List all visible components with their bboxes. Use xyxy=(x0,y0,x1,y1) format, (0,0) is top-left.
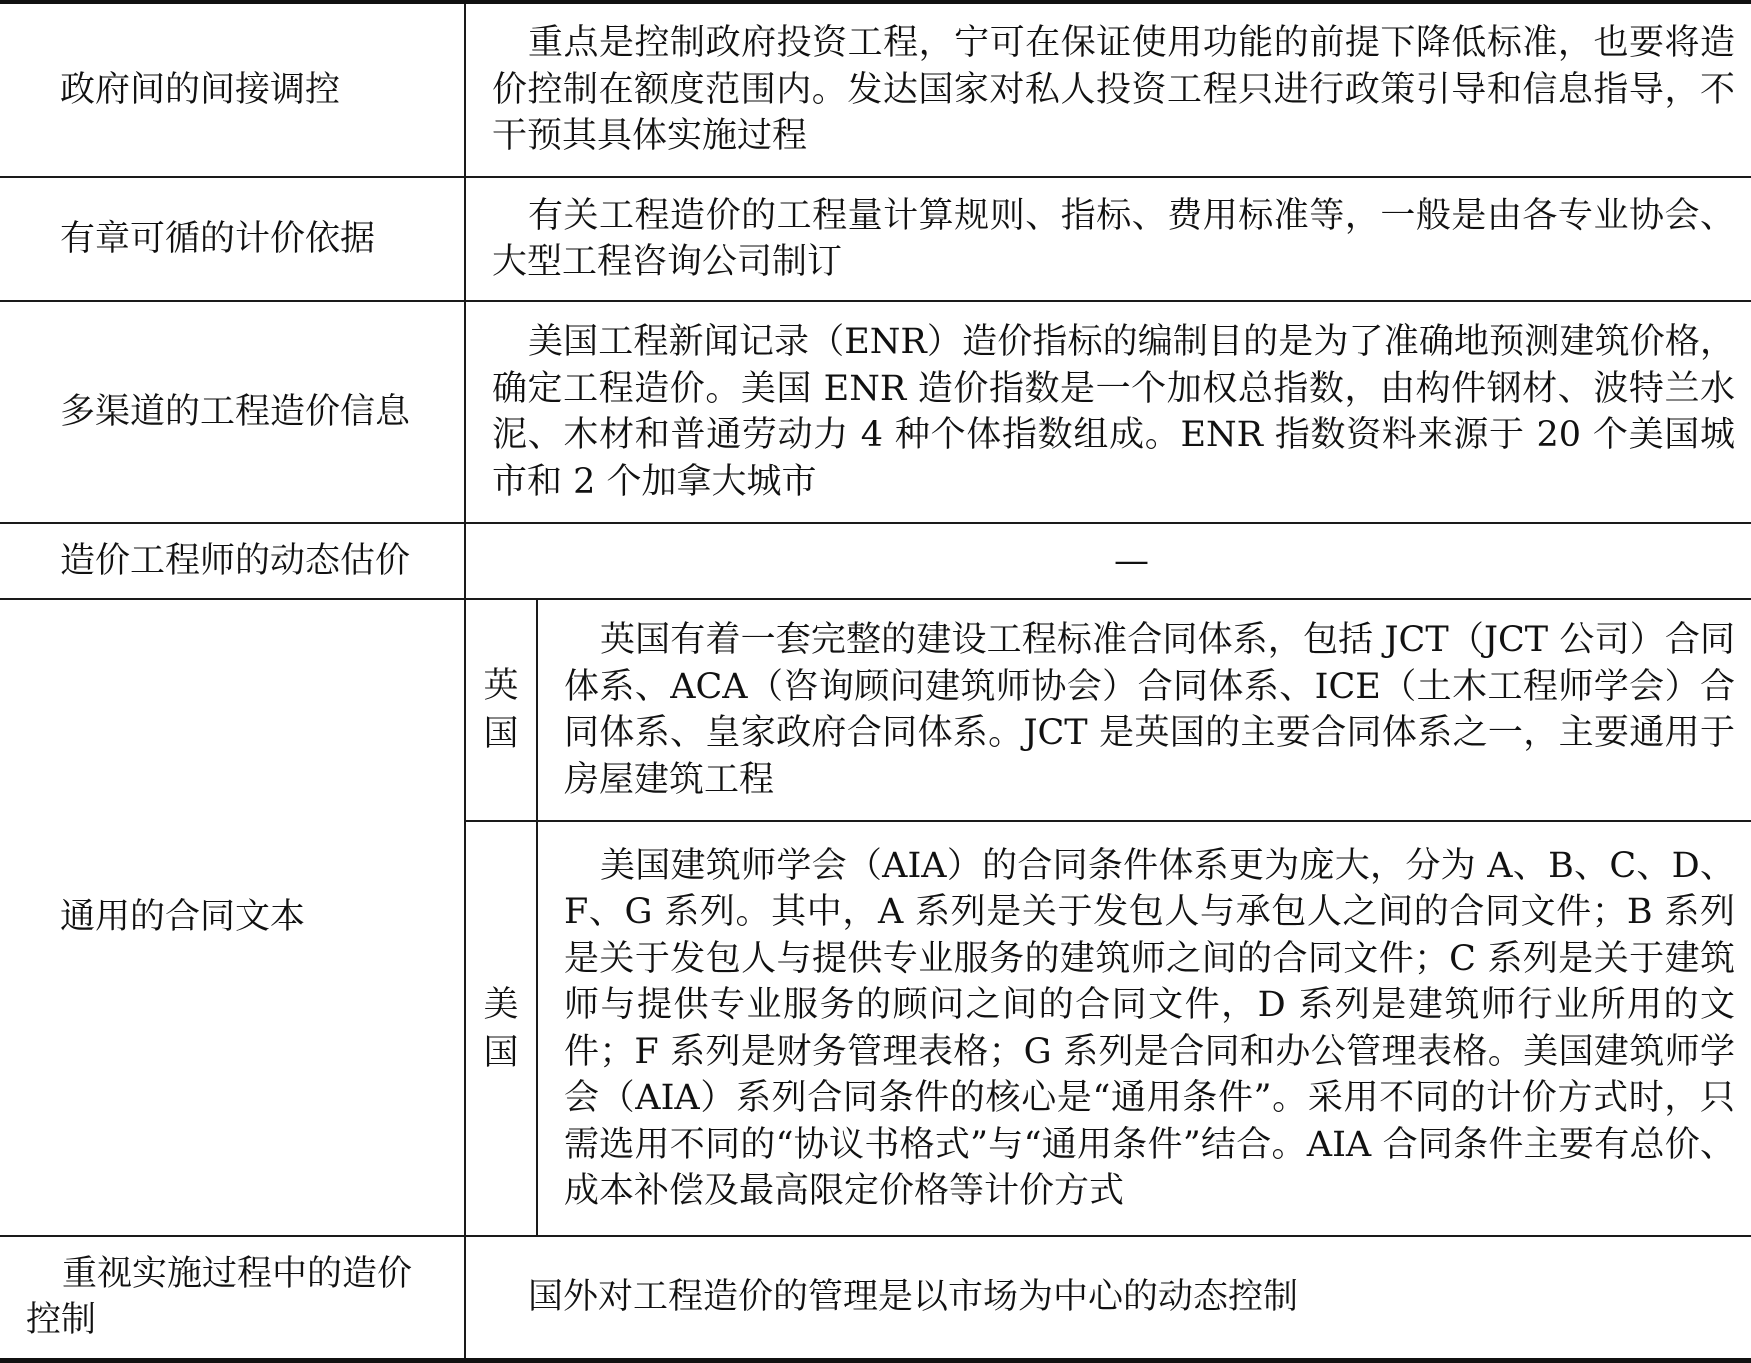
row-content: 美国工程新闻记录（ENR）造价指标的编制目的是为了准确地预测建筑价格，确定工程造价。美国 ENR 造价指数是一个加权总指数，由构件钢材、波特兰水泥、木材和普通劳动力 4 种个体指数组成。ENR 指数资料来源于 20 个美国城市和 2 个加拿大城市 xyxy=(465,301,1751,523)
contract-subtable xyxy=(466,600,1751,1235)
country-label-uk xyxy=(466,600,537,821)
row-label: 通用的合同文本 xyxy=(0,599,465,1236)
row-label: 政府间的间接调控 xyxy=(0,2,465,177)
table-row xyxy=(0,2,1751,177)
row-label: 有章可循的计价依据 xyxy=(0,177,465,301)
row-content: 国外对工程造价的管理是以市场为中心的动态控制 xyxy=(465,1236,1751,1360)
country-char: 国 xyxy=(483,1032,519,1073)
row-content-dash: — xyxy=(465,523,1751,599)
table-row xyxy=(0,1236,1751,1360)
table-row xyxy=(0,523,1751,599)
row-content: 重点是控制政府投资工程，宁可在保证使用功能的前提下降低标准，也要将造价控制在额度范围内。发达国家对私人投资工程只进行政策引导和信息指导，不干预其具体实施过程 xyxy=(465,2,1751,177)
table-row xyxy=(0,301,1751,523)
row-label: 多渠道的工程造价信息 xyxy=(0,301,465,523)
contract-subtable-cell xyxy=(465,599,1751,1236)
table-row xyxy=(0,599,1751,1236)
country-label-us xyxy=(466,821,537,1235)
row-label: 造价工程师的动态估价 xyxy=(0,523,465,599)
country-char: 国 xyxy=(483,714,519,754)
country-char: 美 xyxy=(483,984,519,1025)
row-label: 重视实施过程中的造价控制 xyxy=(0,1236,465,1360)
row-content: 有关工程造价的工程量计算规则、指标、费用标准等，一般是由各专业协会、大型工程咨询公司制订 xyxy=(465,177,1751,301)
subtable-row-us xyxy=(466,821,1751,1235)
subtable-row-uk xyxy=(466,600,1751,821)
subtable-content-us: 美国建筑师学会（AIA）的合同条件体系更为庞大，分为 A、B、C、D、F、G 系列。其中，A 系列是关于发包人与承包人之间的合同文件；B 系列是关于发包人与提供专业服务的建筑师之间的合同文件；C 系列是关于建筑师与提供专业服务的顾问之间的合同文件，D 系列是建筑师行业所用的文件；F 系列是财务管理表格；G 系列是合同和办公管理表格。美国建筑师学会（AIA）系列合同条件的核心是“通用条件”。采用不同的计价方式时，只需选用不同的“协议书格式”与“通用条件”结合。AIA 合同条件主要有总价、成本补偿及最高限定价格等计价方式 xyxy=(564,845,1735,1211)
country-char: 英 xyxy=(483,666,519,706)
subtable-content-uk: 英国有着一套完整的建设工程标准合同体系，包括 JCT（JCT 公司）合同体系、ACA（咨询顾问建筑师协会）合同体系、ICE（土木工程师学会）合同体系、皇家政府合同体系。JCT 是英国的主要合同体系之一，主要通用于房屋建筑工程 xyxy=(537,600,1751,821)
table-row xyxy=(0,177,1751,301)
